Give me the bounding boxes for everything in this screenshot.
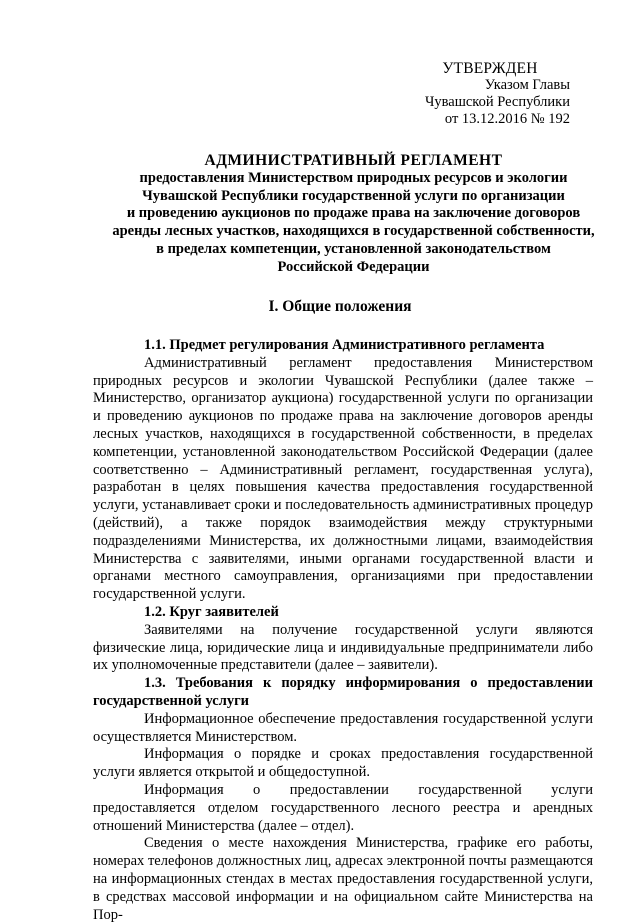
- title-line: и проведению аукционов по продаже права на заключение договоров: [126, 205, 581, 222]
- approval-stamp: [410, 60, 570, 128]
- approval-line-4: от 13.12.2016 № 192: [444, 111, 570, 127]
- approval-line-2: Указом Главы: [484, 77, 570, 93]
- paragraph: Сведения о месте нахождения Министерства, графике его работы, номерах телефонов должностных лиц, адресах электронной почты размещаются на информационных стендах в местах предоставления государственной услуги, в средствах массовой информации и на официальном сайте Министерства на Пор-: [93, 835, 593, 923]
- title-line: в пределах компетенции, установленной законодательством: [156, 240, 551, 257]
- title-line: аренды лесных участков, находящихся в государственной собственности,: [112, 223, 595, 240]
- document-title: [0, 151, 640, 276]
- title-line: Российской Федерации: [277, 258, 430, 275]
- paragraph: Заявителями на получение государственной услуги являются физические лица, юридические лица и индивидуальные предприниматели либо их уполномоченные представители (далее – заявители).: [93, 621, 593, 674]
- title-main: АДМИНИСТРАТИВНЫЙ РЕГЛАМЕНТ: [204, 152, 503, 169]
- section-heading: I. Общие положения: [268, 298, 412, 315]
- paragraph: Информация о порядке и сроках предоставления государственной услуги является открытой и общедоступной.: [93, 746, 593, 781]
- paragraph: Административный регламент предоставления Министерством природных ресурсов и экологии Чувашской Республики (далее также – Министерство, организатор аукциона) государственной услуги по организации и проведению аукционов по продаже права на заключение договоров аренды лесных участков, находящихся в государственной собственности, в пределах компетенции, установленной законодательством Российской Федерации (далее соответственно – Административный регламент, государственная услуга), разработан в целях повышения качества предоставления государственной услуги, устанавливает сроки и последовательность административных процедур (действий), а также порядок взаимодействия между структурными подразделениями Министерства, их должностными лицами, взаимодействия Министерства с заявителями, иными органами государственной власти и органами местного самоуправления, организациями при предоставлении государственной услуги.: [93, 354, 593, 603]
- title-line: предоставления Министерством природных ресурсов и экологии: [139, 170, 568, 186]
- title-line: Чувашской Республики государственной услуги по организации: [142, 187, 565, 204]
- subsection-heading-1-3: 1.3. Требования к порядку информирования о предоставлении государственной услуги: [93, 675, 593, 709]
- subsection-heading-1-2: 1.2. Круг заявителей: [144, 603, 279, 620]
- paragraph: Информационное обеспечение предоставления государственной услуги осуществляется Министерством.: [93, 710, 593, 745]
- approval-line-1: УТВЕРЖДЕН: [442, 60, 538, 77]
- subsection-heading-1-1: 1.1. Предмет регулирования Административного регламента: [144, 337, 545, 353]
- paragraph: Информация о предоставлении государственной услуги предоставляется отделом государственного лесного реестра и арендных отношений Министерства (далее – отдел).: [93, 781, 593, 834]
- document-body: [93, 337, 593, 924]
- approval-line-3: Чувашской Республики: [424, 94, 570, 110]
